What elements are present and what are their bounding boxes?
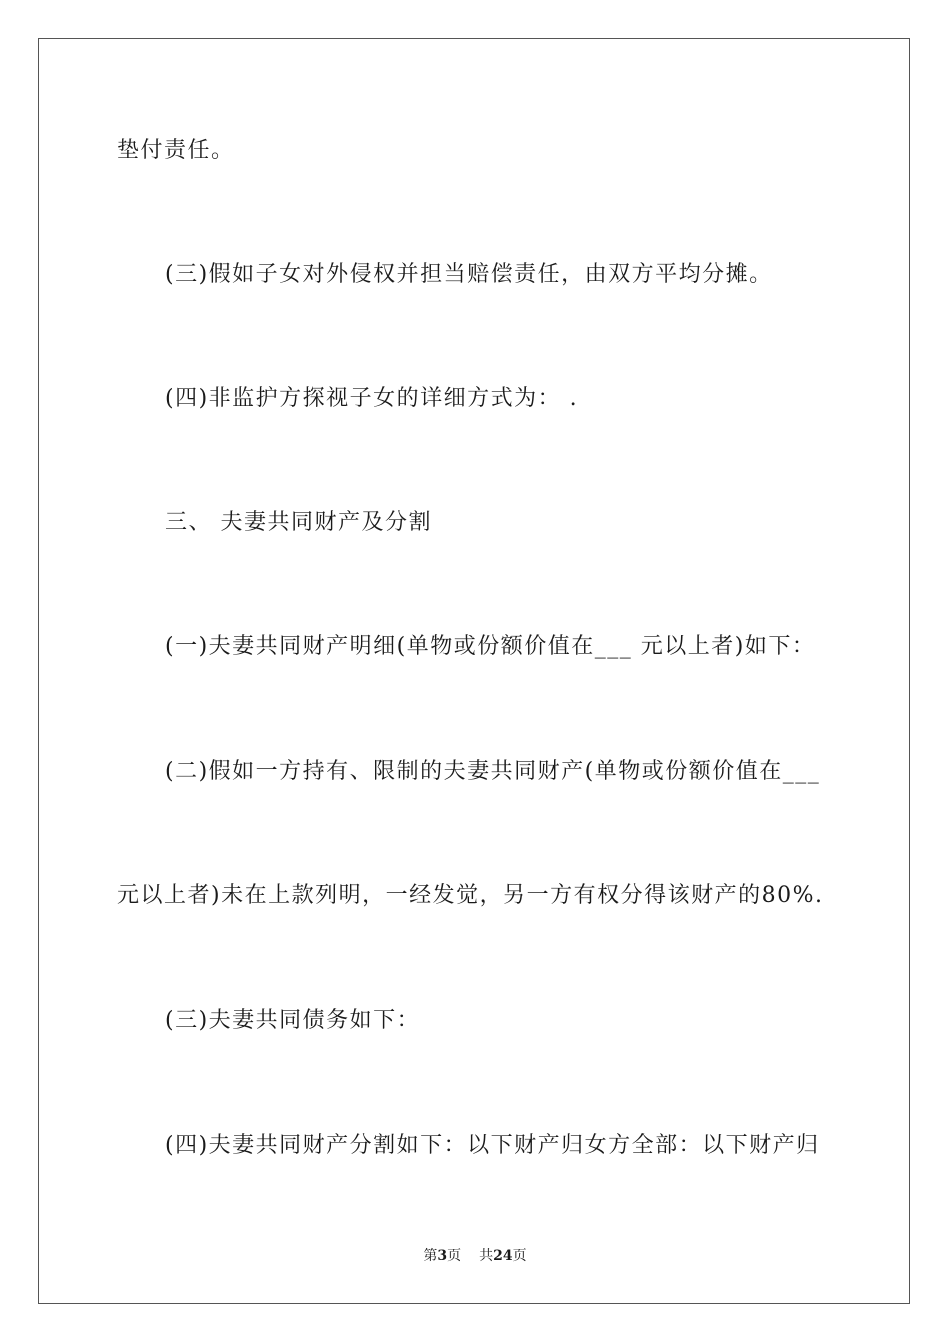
- page-footer: [0, 1247, 950, 1265]
- total-pages: 24: [493, 1248, 513, 1264]
- page-border: [38, 38, 910, 1304]
- page-suffix: 页: [447, 1248, 462, 1264]
- paragraph-2: (三)假如子女对外侵权并担当赔偿责任，由双方平均分摊。: [165, 262, 773, 287]
- paragraph-9: (四)夫妻共同财产分割如下：以下财产归女方全部：以下财产归: [165, 1133, 820, 1158]
- paragraph-1: 垫付责任。: [117, 138, 235, 163]
- section-heading: 三、 夫妻共同财产及分割: [165, 510, 432, 535]
- page-number: 3: [437, 1248, 448, 1264]
- paragraph-3: (四)非监护方探视子女的详细方式为： .: [165, 386, 579, 411]
- total-suffix: 页: [512, 1248, 527, 1264]
- paragraph-6: (二)假如一方持有、限制的夫妻共同财产(单物或份额价值在___: [165, 759, 821, 784]
- paragraph-5: (一)夫妻共同财产明细(单物或份额价值在___ 元以上者)如下：: [165, 634, 816, 659]
- paragraph-8: (三)夫妻共同债务如下：: [165, 1008, 421, 1033]
- total-prefix: 共: [479, 1248, 494, 1264]
- paragraph-7: 元以上者)未在上款列明，一经发觉，另一方有权分得该财产的80%.: [117, 883, 824, 908]
- page-prefix: 第: [423, 1248, 438, 1264]
